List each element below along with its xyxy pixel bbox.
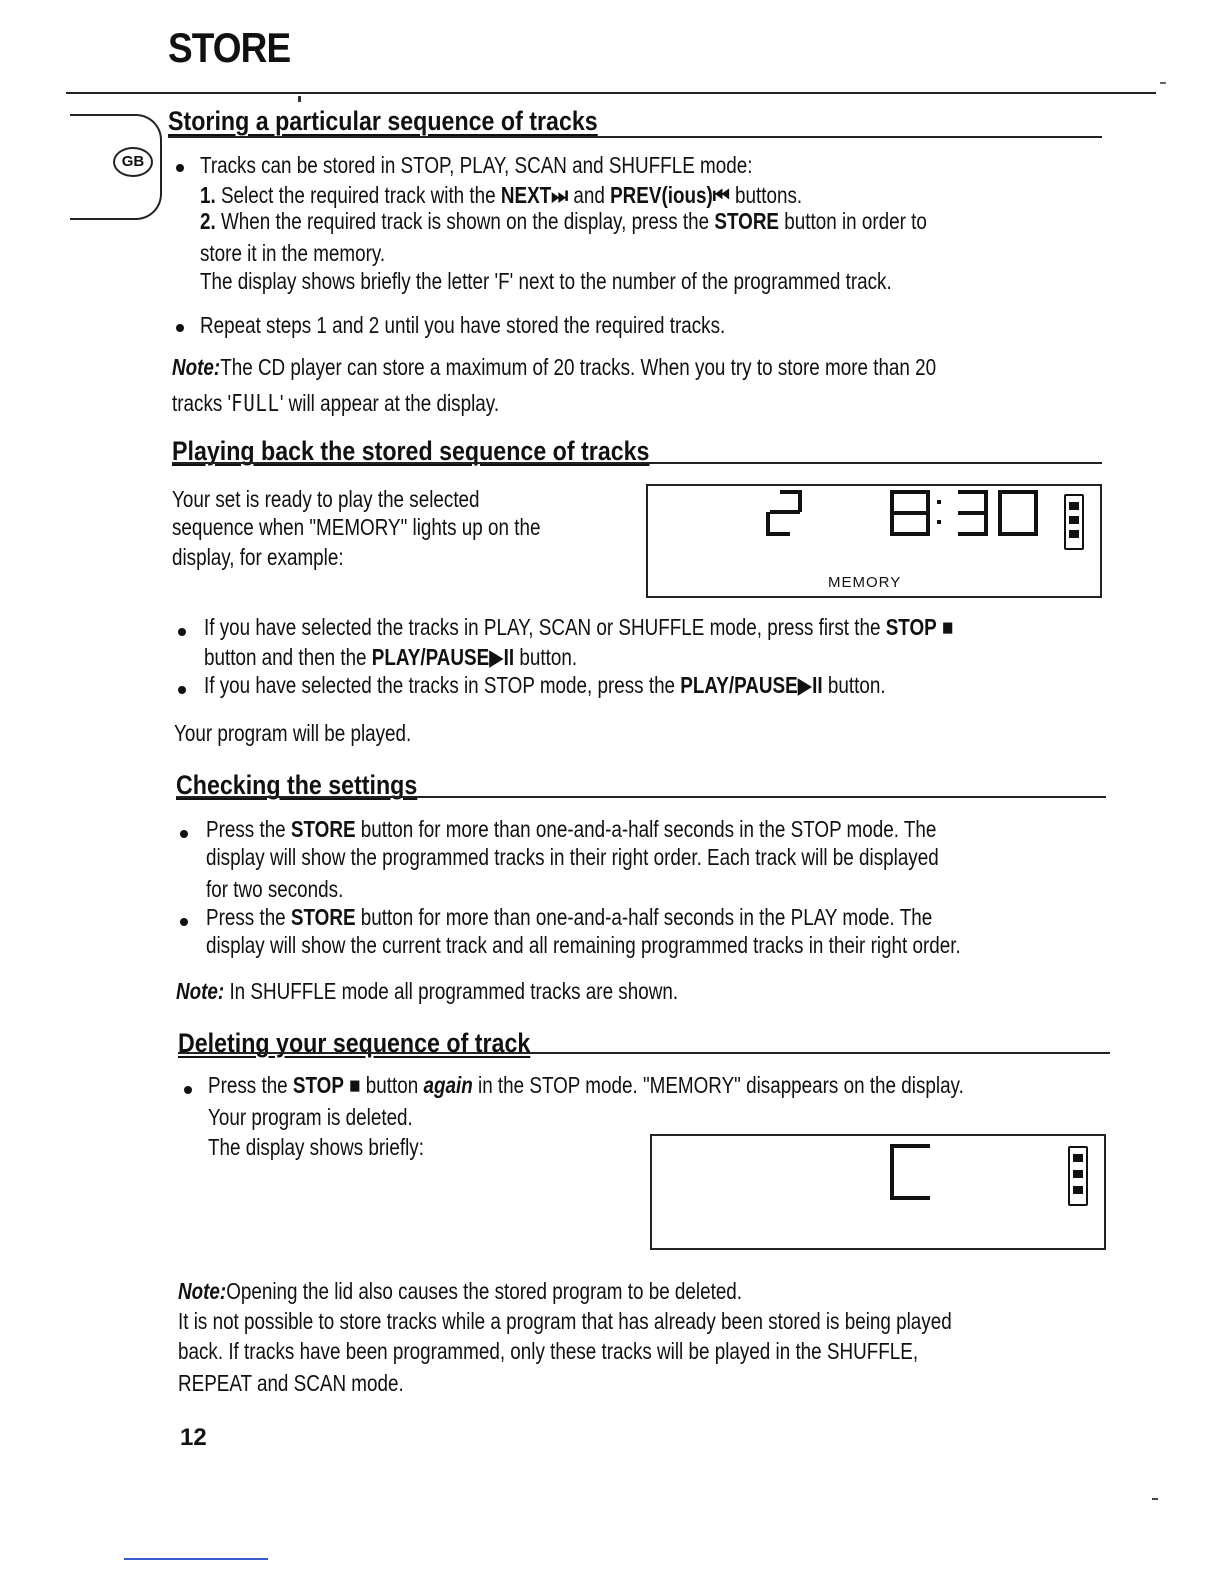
next-button-label: NEXT bbox=[500, 182, 552, 208]
prev-button-label: PREV(ious) bbox=[610, 182, 713, 208]
text-span: and bbox=[573, 182, 605, 208]
heading-rule bbox=[168, 136, 1102, 138]
text-line: Your set is ready to play the selected bbox=[172, 486, 480, 512]
battery-icon bbox=[1068, 1146, 1088, 1206]
play-pause-button-label: PLAY/PAUSE bbox=[371, 644, 490, 670]
store-button-label: STORE bbox=[714, 208, 780, 234]
bullet-dot bbox=[184, 1086, 192, 1094]
battery-icon bbox=[1064, 494, 1084, 550]
lcd-display-memory bbox=[646, 484, 1102, 598]
bullet-dot bbox=[180, 918, 188, 926]
bullet-dot bbox=[176, 164, 184, 172]
play-pause-icon: ▶II bbox=[797, 672, 823, 698]
section-heading-deleting: Deleting your sequence of track bbox=[178, 1028, 531, 1058]
note-line bbox=[172, 388, 499, 419]
language-badge: GB bbox=[113, 147, 153, 177]
prev-icon: ⏮ bbox=[712, 182, 730, 208]
step-number: 1. bbox=[200, 182, 216, 208]
bullet-dot bbox=[176, 324, 184, 332]
text-span: Opening the lid also causes the stored program to be deleted. bbox=[226, 1278, 743, 1304]
text-span: button. bbox=[827, 672, 886, 698]
step-2-line bbox=[200, 206, 927, 236]
text-line bbox=[204, 642, 577, 672]
text-span: ' will appear at the display. bbox=[279, 390, 500, 416]
text-line bbox=[206, 814, 936, 844]
text-span: tracks ' bbox=[172, 390, 232, 416]
text-span: button bbox=[365, 1072, 419, 1098]
section-heading-checking: Checking the settings bbox=[176, 770, 418, 800]
text-span: Press the bbox=[206, 904, 286, 930]
text-span: If you have selected the tracks in STOP mode, press the bbox=[204, 672, 676, 698]
text-span: button for more than one-and-a-half seconds in the STOP mode. The bbox=[360, 816, 937, 842]
section-heading-storing: Storing a particular sequence of tracks bbox=[168, 106, 598, 136]
divider-dash bbox=[1160, 82, 1166, 84]
text-span: button for more than one-and-a-half seconds in the PLAY mode. The bbox=[360, 904, 933, 930]
text-span: If you have selected the tracks in PLAY, SCAN or SHUFFLE mode, press first the bbox=[204, 614, 881, 640]
stop-button-label: STOP bbox=[885, 614, 937, 640]
text-span: Select the required track with the bbox=[220, 182, 496, 208]
note-line bbox=[172, 352, 936, 382]
text-line: display will show the current track and all remaining programmed tracks in their right order. bbox=[206, 932, 961, 958]
bullet-dot bbox=[178, 686, 186, 694]
text-line bbox=[206, 902, 932, 932]
note-label: Note: bbox=[178, 1278, 227, 1304]
text-line: display, for example: bbox=[172, 544, 344, 570]
text-span: button and then the bbox=[204, 644, 367, 670]
play-pause-icon: ▶II bbox=[489, 644, 515, 670]
lcd-full-text: FULL bbox=[231, 391, 280, 417]
store-button-label: STORE bbox=[290, 904, 356, 930]
page-number: 12 bbox=[180, 1424, 207, 1451]
stop-button-label: STOP bbox=[292, 1072, 344, 1098]
heading-rule bbox=[176, 796, 1106, 798]
text-line: Repeat steps 1 and 2 until you have stored the required tracks. bbox=[200, 312, 726, 338]
bullet-dot bbox=[178, 628, 186, 636]
text-line: The display shows briefly the letter 'F' next to the number of the programmed track. bbox=[200, 268, 892, 294]
page-title: STORE bbox=[168, 24, 291, 71]
text-line: Tracks can be stored in STOP, PLAY, SCAN and SHUFFLE mode: bbox=[200, 152, 753, 178]
stop-icon: ■ bbox=[941, 614, 954, 640]
note-label: Note: bbox=[176, 978, 225, 1004]
text-line: for two seconds. bbox=[206, 876, 344, 902]
text-span: button. bbox=[519, 644, 578, 670]
text-line: It is not possible to store tracks while a program that has already been stored is being played bbox=[178, 1308, 952, 1334]
text-line: display will show the programmed tracks in their right order. Each track will be displayed bbox=[206, 844, 939, 870]
note-label: Note: bbox=[172, 354, 221, 380]
text-line: back. If tracks have been programmed, only these tracks will be played in the SHUFFLE, bbox=[178, 1338, 919, 1364]
text-span: in the STOP mode. "MEMORY" disappears on the display. bbox=[477, 1072, 964, 1098]
note-line bbox=[178, 1276, 742, 1306]
again-emphasis: again bbox=[423, 1072, 473, 1098]
memory-indicator: MEMORY bbox=[828, 574, 902, 591]
bullet-dot bbox=[180, 830, 188, 838]
stop-icon: ■ bbox=[349, 1072, 361, 1098]
next-icon: ⏭ bbox=[551, 182, 569, 208]
section-heading-playing: Playing back the stored sequence of tracks bbox=[172, 436, 650, 466]
text-line bbox=[204, 670, 886, 700]
footer-line bbox=[124, 1558, 268, 1560]
text-span: buttons. bbox=[735, 182, 803, 208]
text-line bbox=[204, 612, 953, 642]
store-button-label: STORE bbox=[290, 816, 356, 842]
text-span: In SHUFFLE mode all programmed tracks are shown. bbox=[229, 978, 679, 1004]
tick-mark bbox=[298, 96, 301, 102]
text-line: The display shows briefly: bbox=[208, 1134, 424, 1160]
heading-rule bbox=[172, 462, 1102, 464]
text-span: button in order to bbox=[784, 208, 927, 234]
lcd-display-cleared bbox=[650, 1134, 1106, 1250]
text-line: sequence when "MEMORY" lights up on the bbox=[172, 514, 541, 540]
heading-rule bbox=[178, 1052, 1110, 1054]
text-line: REPEAT and SCAN mode. bbox=[178, 1370, 404, 1396]
text-line: store it in the memory. bbox=[200, 240, 386, 266]
text-line: Your program will be played. bbox=[174, 720, 412, 746]
text-line: Your program is deleted. bbox=[208, 1104, 413, 1130]
note-line bbox=[176, 976, 678, 1006]
text-span: Press the bbox=[208, 1072, 288, 1098]
text-span: The CD player can store a maximum of 20 tracks. When you try to store more than 20 bbox=[220, 354, 937, 380]
footer-dash bbox=[1152, 1498, 1158, 1500]
step-number: 2. bbox=[200, 208, 216, 234]
text-line bbox=[208, 1070, 964, 1100]
play-pause-button-label: PLAY/PAUSE bbox=[680, 672, 798, 698]
text-span: Press the bbox=[206, 816, 286, 842]
top-divider bbox=[66, 92, 1156, 94]
text-span: When the required track is shown on the display, press the bbox=[220, 208, 710, 234]
